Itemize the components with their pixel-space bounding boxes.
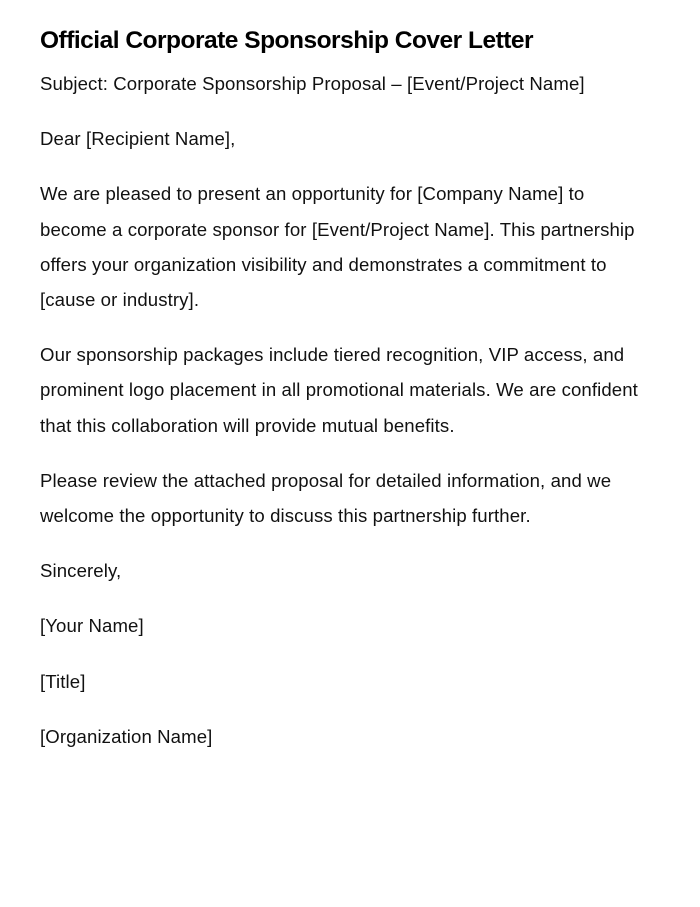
salutation: Dear [Recipient Name], bbox=[40, 128, 236, 150]
document-title: Official Corporate Sponsorship Cover Letter bbox=[40, 27, 534, 54]
letter-document bbox=[40, 24, 640, 774]
signature-title: [Title] bbox=[40, 670, 86, 692]
subject-line: Subject: Corporate Sponsorship Proposal – [Event/Project Name] bbox=[40, 73, 585, 94]
signature-organization: [Organization Name] bbox=[40, 725, 213, 747]
body-paragraph-review: Please review the attached proposal for detailed information, and we welcome the opportunity to discuss this partnership further. bbox=[40, 469, 612, 527]
signature-name: [Your Name] bbox=[40, 615, 144, 637]
body-paragraph-intro: We are pleased to present an opportunity for [Company Name] to become a corporate sponsor for [Event/Project Name]. This partnership offers your organization visibility and demonstrates a commitment to [cause or industry]. bbox=[40, 183, 635, 311]
body-paragraph-packages: Our sponsorship packages include tiered recognition, VIP access, and prominent logo placement in all promotional materials. We are confident that this collaboration will provide mutual benefits. bbox=[40, 344, 638, 436]
closing: Sincerely, bbox=[40, 560, 122, 582]
